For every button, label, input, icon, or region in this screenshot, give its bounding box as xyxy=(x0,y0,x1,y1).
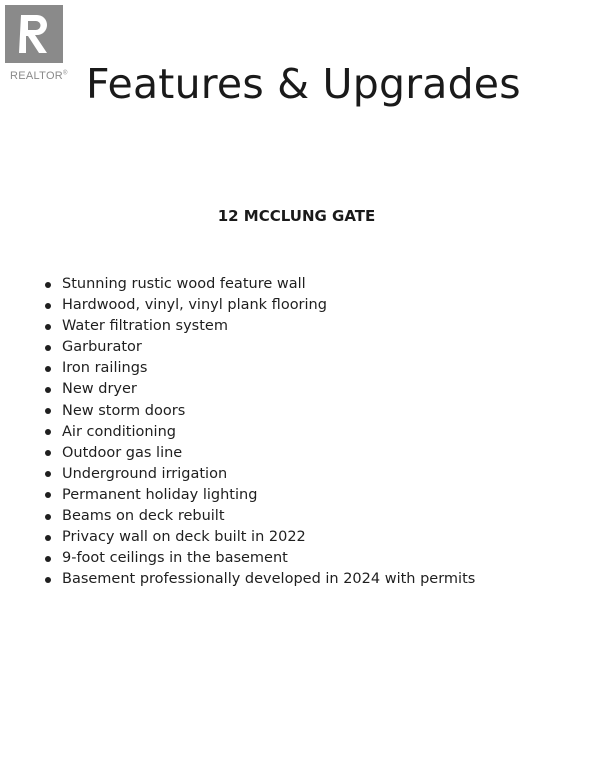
list-item-text: Stunning rustic wood feature wall xyxy=(62,276,306,292)
realtor-wordmark-text: REALTOR xyxy=(10,70,64,82)
bullet-icon xyxy=(45,450,51,456)
features-list xyxy=(45,274,475,590)
list-item-text: New storm doors xyxy=(62,402,186,419)
bullet-icon xyxy=(45,387,51,393)
bullet-icon xyxy=(45,324,51,330)
list-item xyxy=(45,527,475,548)
list-item xyxy=(45,422,475,443)
bullet-icon xyxy=(45,429,51,435)
list-item-text: New dryer xyxy=(62,381,137,398)
bullet-icon xyxy=(45,514,51,520)
property-address: 12 MCCLUNG GATE xyxy=(217,207,376,225)
bullet-icon xyxy=(45,408,51,414)
list-item-text: Underground irrigation xyxy=(62,465,228,482)
realtor-wordmark xyxy=(10,70,68,82)
list-item xyxy=(45,316,475,337)
bullet-icon xyxy=(45,366,51,372)
bullet-icon xyxy=(45,303,51,309)
page-title: Features & Upgrades xyxy=(86,60,521,108)
bullet-icon xyxy=(45,492,51,498)
list-item xyxy=(45,548,475,569)
registered-mark: ® xyxy=(63,70,68,77)
list-item xyxy=(45,274,475,295)
list-item-text: Water filtration system xyxy=(62,318,228,335)
bullet-icon xyxy=(45,471,51,477)
list-item xyxy=(45,401,475,422)
list-item-text: Iron railings xyxy=(62,360,148,377)
list-item-text: Permanent holiday lighting xyxy=(62,486,258,503)
list-item-text: Privacy wall on deck built in 2022 xyxy=(62,529,306,546)
list-item xyxy=(45,506,475,527)
list-item xyxy=(45,485,475,506)
list-item xyxy=(45,569,475,590)
list-item-text: Hardwood, vinyl, vinyl plank flooring xyxy=(62,297,327,314)
bullet-icon xyxy=(45,535,51,541)
list-item-text: Garburator xyxy=(62,339,142,356)
realtor-logo-mark xyxy=(5,5,63,63)
realtor-logo xyxy=(5,5,68,82)
list-item xyxy=(45,295,475,316)
list-item xyxy=(45,337,475,358)
list-item-text: 9-foot ceilings in the basement xyxy=(62,550,288,567)
list-item-text: Basement professionally developed in 2024 with permits xyxy=(62,571,476,588)
list-item xyxy=(45,464,475,485)
bullet-icon xyxy=(45,282,51,288)
bullet-icon xyxy=(45,577,51,583)
list-item xyxy=(45,379,475,400)
realtor-r-icon xyxy=(5,5,63,63)
list-item-text: Air conditioning xyxy=(62,423,176,440)
list-item xyxy=(45,443,475,464)
bullet-icon xyxy=(45,345,51,351)
list-item xyxy=(45,358,475,379)
bullet-icon xyxy=(45,556,51,562)
list-item-text: Outdoor gas line xyxy=(62,444,183,461)
list-item-text: Beams on deck rebuilt xyxy=(62,508,225,525)
